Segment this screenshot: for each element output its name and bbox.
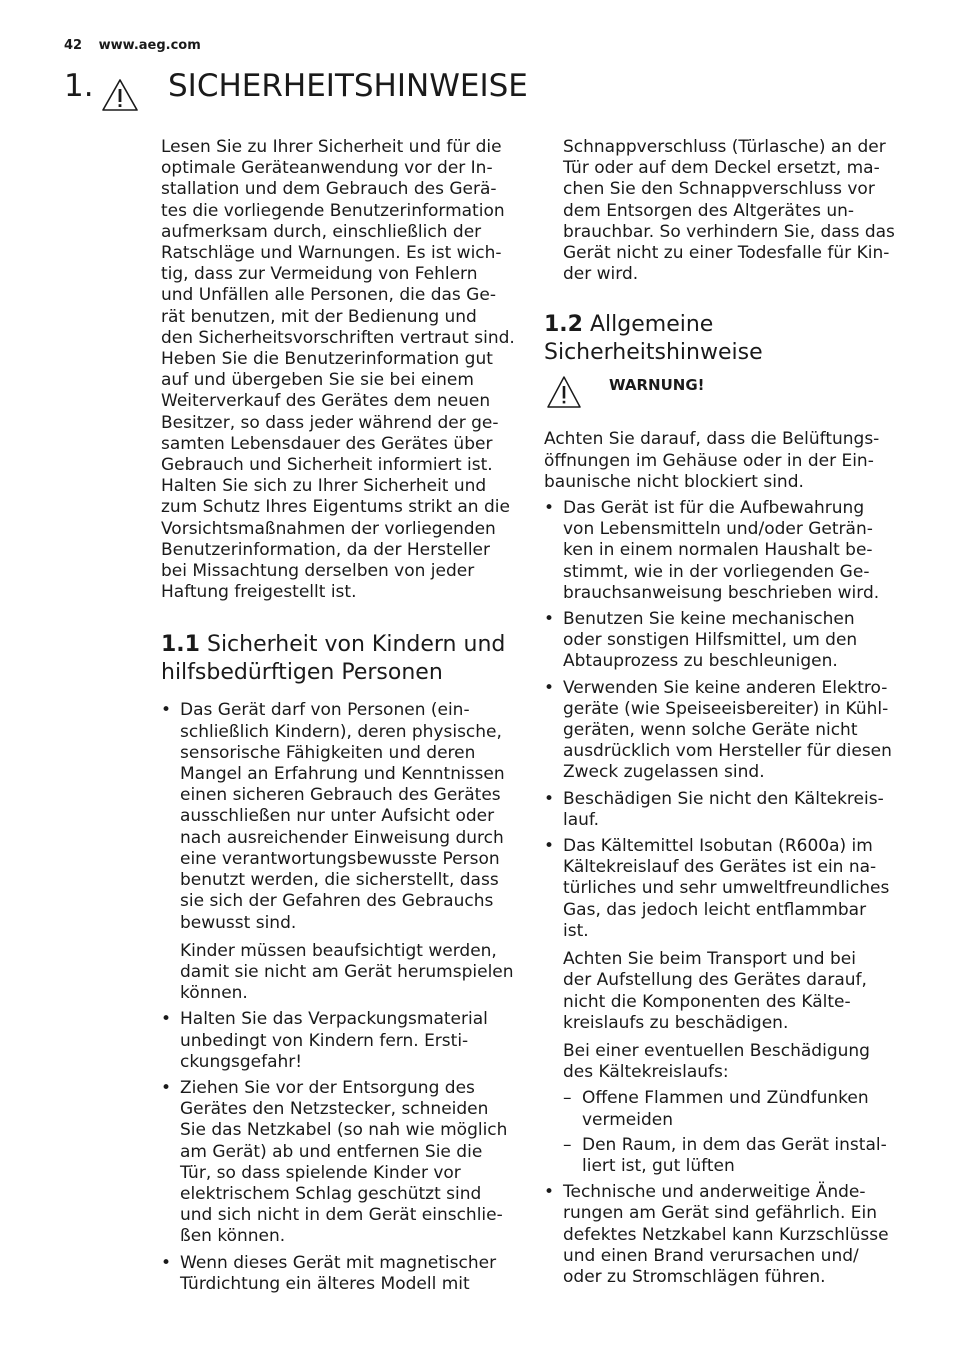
list-line: ckungsgefahr! xyxy=(180,1051,303,1072)
intro-line: rät benutzen, mit der Bedienung und xyxy=(161,306,477,327)
list-line: Achten Sie beim Transport und bei xyxy=(563,949,856,970)
section-heading-1-2 xyxy=(544,311,904,367)
list-line: benutzt werden, die sicherstellt, dass xyxy=(180,870,499,891)
list-line: Zweck zugelassen sind. xyxy=(563,762,765,783)
warning-triangle-icon xyxy=(546,375,582,409)
list-line: ist. xyxy=(563,920,589,941)
intro-line: aufmerksam durch, einschließlich der xyxy=(161,221,482,242)
list-item xyxy=(544,836,904,942)
list-item xyxy=(544,609,904,673)
section-heading-1-1 xyxy=(161,631,521,687)
intro-paragraph xyxy=(161,137,521,603)
list-line: bewusst sind. xyxy=(180,912,297,933)
list-line: vermeiden xyxy=(582,1109,673,1130)
intro-line: Besitzer, so dass jeder während der ge- xyxy=(161,412,499,433)
right-column xyxy=(544,137,904,1293)
list-line: Mangel an Erfahrung und Kenntnissen xyxy=(180,764,505,785)
section-title-line: Allgemeine xyxy=(589,312,714,338)
bullet-marker: • xyxy=(544,836,555,857)
intro-line: zum Schutz Ihres Eigentums strikt an die xyxy=(161,497,510,518)
dash-item xyxy=(563,1135,904,1177)
list-line: elektrischem Schlag geschützt sind xyxy=(180,1183,482,1204)
list-line: und sich nicht in dem Gerät einschlie- xyxy=(180,1205,503,1226)
list-line: Technische und anderweitige Ände- xyxy=(563,1182,866,1203)
paragraph-line: baunische nicht blockiert sind. xyxy=(544,471,804,492)
bullet-marker: • xyxy=(544,498,555,519)
dash-marker: – xyxy=(563,1088,572,1109)
intro-line: Lesen Sie zu Ihrer Sicherheit und für die xyxy=(161,137,502,157)
list-item xyxy=(544,498,904,604)
warning-label: WARNUNG! xyxy=(609,376,705,395)
list-line: Benutzen Sie keine mechanischen xyxy=(563,609,855,630)
dash-list xyxy=(544,1088,904,1177)
list-item xyxy=(161,1078,521,1248)
list-line: Gerätes den Netzstecker, schneiden xyxy=(180,1099,489,1120)
dash-marker: – xyxy=(563,1134,572,1155)
list-line: chen Sie den Schnappverschluss vor xyxy=(563,179,875,200)
list-line: brauchbar. So verhindern Sie, dass das xyxy=(563,221,895,242)
intro-line: den Sicherheitsvorschriften vertraut sind. xyxy=(161,327,515,348)
list-line: des Kältekreislaufs: xyxy=(563,1062,729,1083)
list-line: türliches und sehr umweltfreundliches xyxy=(563,878,890,899)
bullet-marker: • xyxy=(544,788,555,809)
list-line: Sie das Netzkabel (so nah wie möglich xyxy=(180,1120,508,1141)
list-line: und einen Brand verursachen und/ xyxy=(563,1245,859,1266)
intro-line: Vorsichtsmaßnahmen der vorliegenden xyxy=(161,518,496,539)
list-line: brauchsanweisung beschrieben wird. xyxy=(563,582,880,603)
bullet-marker: • xyxy=(161,1009,172,1030)
list-line: Gas, das jedoch leicht entflammbar xyxy=(563,899,867,920)
intro-line: Halten Sie sich zu Ihrer Sicherheit und xyxy=(161,476,487,497)
website-url: www.aeg.com xyxy=(98,38,201,53)
continued-list-item xyxy=(544,137,904,285)
list-item xyxy=(544,1182,904,1288)
list-line: sensorische Fähigkeiten und deren xyxy=(180,742,476,763)
list-line: Abtauprozess zu beschleunigen. xyxy=(563,651,838,672)
intro-line: Benutzerinformation, da der Hersteller xyxy=(161,539,490,560)
intro-line: stallation und dem Gebrauch des Gerä- xyxy=(161,179,497,200)
list-line: Das Kältemittel Isobutan (R600a) im xyxy=(563,836,873,857)
list-line: Tür, so dass spielende Kinder vor xyxy=(180,1162,461,1183)
bullet-marker: • xyxy=(544,609,555,630)
list-line: einen sicheren Gebrauch des Gerätes xyxy=(180,785,501,806)
list-line: Beschädigen Sie nicht den Kältekreis- xyxy=(563,788,884,809)
list-item xyxy=(544,678,904,784)
bullet-marker: • xyxy=(161,1252,172,1273)
list-line: können. xyxy=(180,983,248,1004)
list-line: Offene Flammen und Zündfunken xyxy=(582,1088,869,1109)
list-line: geräte (wie Speiseeisbereiter) in Kühl- xyxy=(563,698,889,719)
list-line: unbedingt von Kindern fern. Ersti- xyxy=(180,1030,469,1051)
list-line: sie sich der Gefahren des Gebrauchs xyxy=(180,891,494,912)
list-line: der wird. xyxy=(563,264,639,285)
section-number: 1.1 xyxy=(161,632,200,658)
intro-line: Heben Sie die Benutzerinformation gut xyxy=(161,349,493,370)
bullet-marker: • xyxy=(161,1077,172,1098)
intro-line: tes die vorliegende Benutzerinformation xyxy=(161,200,505,221)
list-line: kreislaufs zu beschädigen. xyxy=(563,1012,789,1033)
list-line: damit sie nicht am Gerät herumspielen xyxy=(180,961,514,982)
list-line: am Gerät) ab und entfernen Sie die xyxy=(180,1141,483,1162)
bullet-list-1-2 xyxy=(544,498,904,1288)
list-line: Tür oder auf dem Deckel ersetzt, ma- xyxy=(563,158,880,179)
list-line: dem Entsorgen des Altgerätes un- xyxy=(563,200,855,221)
list-line: stimmt, wie in der vorliegenden Ge- xyxy=(563,561,870,582)
bullet-marker: • xyxy=(544,1182,555,1203)
list-line: Kältekreislauf des Gerätes ist ein na- xyxy=(563,857,877,878)
bullet-list-1-1 xyxy=(161,700,521,1294)
list-line: Das Gerät ist für die Aufbewahrung xyxy=(563,498,865,519)
list-line: von Lebensmitteln und/oder Geträn- xyxy=(563,519,873,540)
page-header xyxy=(64,38,201,53)
intro-line: Weiterverkauf des Gerätes dem neuen xyxy=(161,391,491,412)
intro-line: tig, dass zur Vermeidung von Fehlern xyxy=(161,264,478,285)
list-item-followup xyxy=(544,1041,904,1083)
warning-triangle-icon xyxy=(101,78,139,112)
list-line: ßen können. xyxy=(180,1226,286,1247)
list-line: oder zu Stromschlägen führen. xyxy=(563,1266,826,1287)
list-line: nicht die Komponenten des Kälte- xyxy=(563,991,851,1012)
list-line: Halten Sie das Verpackungsmaterial xyxy=(180,1009,488,1030)
chapter-title: SICHERHEITSHINWEISE xyxy=(168,68,528,104)
intro-line: samten Lebensdauer des Gerätes über xyxy=(161,433,493,454)
paragraph-line: Achten Sie darauf, dass die Belüftungs- xyxy=(544,429,880,450)
bullet-marker: • xyxy=(544,677,555,698)
list-line: Schnappverschluss (Türlasche) an der xyxy=(563,137,886,157)
list-item xyxy=(544,789,904,831)
list-item-followup xyxy=(544,949,904,1034)
list-line: rungen am Gerät sind gefährlich. Ein xyxy=(563,1203,878,1224)
bullet-marker: • xyxy=(161,700,172,721)
list-item xyxy=(161,1009,521,1073)
list-line: der Aufstellung des Gerätes darauf, xyxy=(563,970,867,991)
list-line: Das Gerät darf von Personen (ein- xyxy=(180,700,470,721)
list-line: oder sonstigen Hilfsmittel, um den xyxy=(563,630,858,651)
list-line: Ziehen Sie vor der Entsorgung des xyxy=(180,1077,475,1098)
list-line: Kinder müssen beaufsichtigt werden, xyxy=(180,940,497,961)
section-title-line: Sicherheit von Kindern und xyxy=(206,632,506,658)
list-line: Bei einer eventuellen Beschädigung xyxy=(563,1040,870,1061)
page-number: 42 xyxy=(64,38,83,53)
list-line: ausschließen nur unter Aufsicht oder xyxy=(180,806,495,827)
list-line: ausdrücklich vom Hersteller für diesen xyxy=(563,741,892,762)
intro-line: Haftung freigestellt ist. xyxy=(161,582,357,603)
warning-paragraph xyxy=(544,429,904,493)
list-line: Gerät nicht zu einer Todesfalle für Kin- xyxy=(563,243,890,264)
list-line: schließlich Kindern), deren physische, xyxy=(180,721,502,742)
list-line: Türdichtung ein älteres Modell mit xyxy=(180,1273,470,1294)
intro-line: auf und übergeben Sie sie bei einem xyxy=(161,370,474,391)
list-line: geräten, wenn solche Geräte nicht xyxy=(563,720,858,741)
intro-line: und Unfällen alle Personen, die das Ge- xyxy=(161,285,496,306)
dash-item xyxy=(563,1088,904,1130)
section-number: 1.2 xyxy=(544,312,583,338)
list-item-followup xyxy=(161,941,521,1005)
section-title-line: Sicherheitshinweise xyxy=(544,340,763,366)
list-line: eine verantwortungsbewusste Person xyxy=(180,848,500,869)
section-title-line: hilfsbedürftigen Personen xyxy=(161,660,443,686)
list-item xyxy=(161,1253,521,1295)
intro-line: optimale Geräteanwendung vor der In- xyxy=(161,158,493,179)
intro-line: bei Missachtung derselben von jeder xyxy=(161,561,475,582)
list-line: liert ist, gut lüften xyxy=(582,1155,735,1176)
list-item xyxy=(161,700,521,933)
intro-line: Gebrauch und Sicherheit informiert ist. xyxy=(161,455,493,476)
list-line: lauf. xyxy=(563,809,600,830)
left-column xyxy=(161,137,521,1300)
list-line: Den Raum, in dem das Gerät instal- xyxy=(582,1134,887,1155)
list-line: ken in einem normalen Haushalt be- xyxy=(563,540,873,561)
list-line: defektes Netzkabel kann Kurzschlüsse xyxy=(563,1224,889,1245)
chapter-number: 1. xyxy=(64,68,94,104)
paragraph-line: öffnungen im Gehäuse oder in der Ein- xyxy=(544,450,874,471)
list-line: nach ausreichender Einweisung durch xyxy=(180,827,504,848)
warning-box xyxy=(544,375,904,415)
list-line: Wenn dieses Gerät mit magnetischer xyxy=(180,1252,497,1273)
list-line: Verwenden Sie keine anderen Elektro- xyxy=(563,677,888,698)
intro-line: Ratschläge und Warnungen. Es ist wich- xyxy=(161,243,502,264)
